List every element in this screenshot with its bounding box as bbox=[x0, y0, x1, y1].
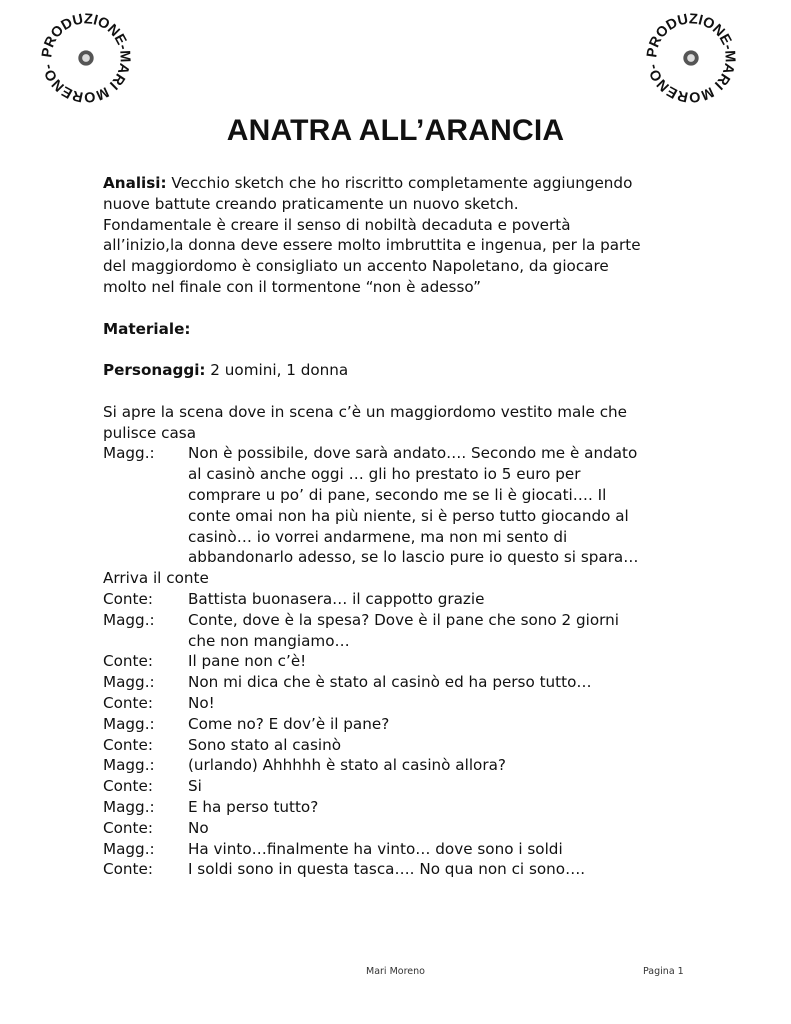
svg-text:PRODUZIONE-MARI MORENO-: PRODUZIONE-MARI MORENO- bbox=[644, 11, 738, 105]
dialogue-text-line: conte omai non ha più niente, si è perso tutto giocando al bbox=[188, 506, 629, 525]
dialogue-text bbox=[188, 672, 703, 693]
analisi-line: molto nel finale con il tormentone “non è adesso” bbox=[103, 277, 481, 296]
dialogue-line bbox=[103, 651, 703, 672]
speaker-label: Conte: bbox=[103, 818, 153, 837]
speaker-label: Magg.: bbox=[103, 714, 155, 733]
dialogue-text bbox=[188, 589, 703, 610]
dialogue-text-line: Ha vinto…finalmente ha vinto… dove sono i soldi bbox=[188, 839, 563, 858]
dialogue-text-line: comprare u po’ di pane, secondo me se li è giocati…. Il bbox=[188, 485, 607, 504]
dialogue-line bbox=[103, 693, 703, 714]
dialogue-text bbox=[188, 714, 703, 735]
intro-line: pulisce casa bbox=[103, 423, 197, 442]
dialogue-line bbox=[103, 818, 703, 839]
logo-left bbox=[38, 10, 134, 106]
dialogue-line bbox=[103, 755, 703, 776]
dialogue-text bbox=[188, 651, 703, 672]
speaker-label: Magg.: bbox=[103, 756, 155, 775]
dialogue-text-line: al casinò anche oggi … gli ho prestato io 5 euro per bbox=[188, 465, 581, 484]
page-title: ANATRA ALL’ARANCIA bbox=[226, 114, 565, 147]
dialogue-text bbox=[188, 755, 703, 776]
speaker-label: Conte: bbox=[103, 777, 153, 796]
analisi-line: del maggiordomo è consigliato un accento Napoletano, da giocare bbox=[103, 257, 609, 276]
speaker-label: Conte: bbox=[103, 652, 153, 671]
dialogue-line bbox=[103, 776, 703, 797]
analisi-line: nuove battute creando praticamente un nuovo sketch. bbox=[103, 194, 519, 213]
dialogue-text-line: Come no? E dov’è il pane? bbox=[188, 714, 390, 733]
dialogue-text-line: E ha perso tutto? bbox=[188, 797, 319, 816]
personaggi-section bbox=[103, 360, 703, 381]
speaker-label: Conte: bbox=[103, 860, 153, 879]
speaker-label: Magg.: bbox=[103, 610, 155, 629]
logo-seal-icon bbox=[38, 10, 134, 106]
dialogue-text-line: Il pane non c’è! bbox=[188, 652, 307, 671]
dialogue-line bbox=[103, 714, 703, 735]
dialogue-text-line: I soldi sono in questa tasca…. No qua non ci sono…. bbox=[188, 860, 586, 879]
footer-page-number: Pagina 1 bbox=[643, 966, 684, 977]
speaker-label: Conte: bbox=[103, 589, 153, 608]
intro-line: Si apre la scena dove in scena c’è un maggiordomo vestito male che bbox=[103, 402, 628, 421]
speaker-label: Conte: bbox=[103, 693, 153, 712]
speaker-label: Conte: bbox=[103, 735, 153, 754]
logo-right bbox=[643, 10, 739, 106]
analisi-line: Vecchio sketch che ho riscritto completamente aggiungendo bbox=[166, 174, 633, 192]
dialogue-text bbox=[188, 735, 703, 756]
dialogue-text bbox=[188, 859, 703, 880]
dialogue-text-line: Battista buonasera… il cappotto grazie bbox=[188, 589, 485, 608]
dialogue-text-line: Sono stato al casinò bbox=[188, 735, 341, 754]
dialogue-text bbox=[188, 797, 703, 818]
analisi-line: Fondamentale è creare il senso di nobiltà decaduta e povertà bbox=[103, 215, 571, 234]
dialogue-list bbox=[103, 589, 703, 880]
materiale-label: Materiale: bbox=[103, 319, 191, 338]
dialogue-text-line: Conte, dove è la spesa? Dove è il pane che sono 2 giorni bbox=[188, 610, 619, 629]
dialogue-line bbox=[103, 672, 703, 693]
document-body bbox=[103, 173, 703, 880]
speaker-label: Magg.: bbox=[103, 673, 155, 692]
speaker-label: Magg.: bbox=[103, 444, 155, 463]
dialogue-text-line: No bbox=[188, 818, 209, 837]
dialogue-line bbox=[103, 589, 703, 610]
dialogue-text-line: che non mangiamo… bbox=[188, 631, 350, 650]
stage-direction: Arriva il conte bbox=[103, 569, 209, 588]
analisi-line: all’inizio,la donna deve essere molto imbruttita e ingenua, per la parte bbox=[103, 236, 641, 255]
speaker-label: Magg.: bbox=[103, 797, 155, 816]
dialogue-line bbox=[103, 797, 703, 818]
footer-author: Mari Moreno bbox=[366, 966, 425, 977]
logo-seal-icon bbox=[643, 10, 739, 106]
personaggi-value: 2 uomini, 1 donna bbox=[205, 361, 349, 380]
dialogue-text bbox=[188, 818, 703, 839]
dialogue-text bbox=[188, 776, 703, 797]
dialogue-line bbox=[103, 610, 703, 652]
dialogue-text-line: Non è possibile, dove sarà andato…. Secondo me è andato bbox=[188, 444, 638, 463]
dialogue-text-line: (urlando) Ahhhhh è stato al casinò allora? bbox=[188, 756, 506, 775]
dialogue-text bbox=[188, 610, 703, 652]
dialogue-line bbox=[103, 735, 703, 756]
dialogue-text-line: casinò… io vorrei andarmene, ma non mi sento di bbox=[188, 527, 568, 546]
dialogue-text bbox=[188, 693, 703, 714]
personaggi-label: Personaggi: bbox=[103, 361, 206, 380]
analisi-section bbox=[103, 173, 703, 194]
dialogue-text bbox=[188, 443, 703, 568]
dialogue-text-line: Non mi dica che è stato al casinò ed ha perso tutto… bbox=[188, 673, 592, 692]
dialogue-text-line: No! bbox=[188, 693, 215, 712]
dialogue-line bbox=[103, 443, 703, 568]
dialogue-text-line: abbandonarlo adesso, se lo lascio pure io questo si spara… bbox=[188, 548, 639, 567]
dialogue-text bbox=[188, 839, 703, 860]
dialogue-text-line: Si bbox=[188, 777, 202, 796]
speaker-label: Magg.: bbox=[103, 839, 155, 858]
analisi-label: Analisi: bbox=[103, 174, 167, 192]
dialogue-line bbox=[103, 859, 703, 880]
dialogue-line bbox=[103, 839, 703, 860]
svg-text:PRODUZIONE-MARI MORENO-: PRODUZIONE-MARI MORENO- bbox=[39, 11, 133, 105]
